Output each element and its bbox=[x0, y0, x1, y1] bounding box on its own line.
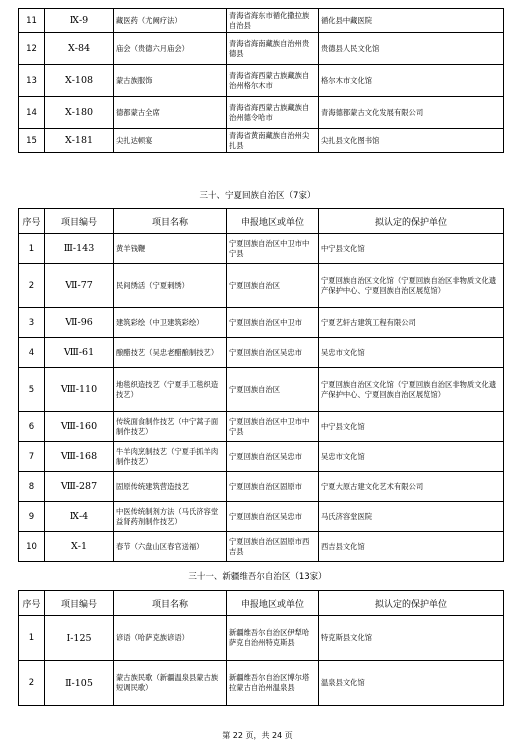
section-title-xinjiang: 三十一、新疆维吾尔自治区（13家） bbox=[188, 572, 327, 582]
cell-unit: 宁夏回族自治区文化馆（宁夏回族自治区非物质文化遗产保护中心、宁夏回族自治区展览馆） bbox=[319, 368, 504, 412]
cell-no: 13 bbox=[19, 65, 45, 97]
cell-no: 1 bbox=[19, 234, 45, 264]
cell-region: 宁夏回族自治区中卫市中宁县 bbox=[227, 412, 319, 442]
cell-name: 春节（六盘山区春官送福） bbox=[114, 532, 227, 562]
cell-code: Ⅲ-143 bbox=[45, 234, 114, 264]
header-code: 项目编号 bbox=[45, 209, 114, 234]
cell-code: Ⅷ-160 bbox=[45, 412, 114, 442]
cell-name: 谚语（哈萨克族谚语） bbox=[114, 616, 227, 661]
cell-code: Ⅸ-4 bbox=[45, 502, 114, 532]
cell-unit: 循化县中藏医院 bbox=[319, 9, 504, 33]
cell-no: 3 bbox=[19, 308, 45, 338]
header-region: 申报地区或单位 bbox=[227, 591, 319, 616]
cell-no: 2 bbox=[19, 661, 45, 706]
cell-unit: 温泉县文化馆 bbox=[319, 661, 504, 706]
cell-name: 传统面食制作技艺（中宁蒿子面制作技艺） bbox=[114, 412, 227, 442]
cell-name: 黄羊钱鞭 bbox=[114, 234, 227, 264]
cell-code: Ⅷ-61 bbox=[45, 338, 114, 368]
header-no: 序号 bbox=[19, 209, 45, 234]
cell-code: Ⅱ-105 bbox=[45, 661, 114, 706]
cell-unit: 吴忠市文化馆 bbox=[319, 338, 504, 368]
cell-region: 宁夏回族自治区吴忠市 bbox=[227, 502, 319, 532]
table-row bbox=[19, 472, 504, 502]
section-title-ningxia: 三十、宁夏回族自治区（7家） bbox=[199, 191, 316, 201]
cell-name: 德都蒙古全席 bbox=[114, 97, 227, 129]
cell-name: 庙会（贵德六月庙会） bbox=[114, 33, 227, 65]
cell-no: 2 bbox=[19, 264, 45, 308]
cell-region: 宁夏回族自治区 bbox=[227, 264, 319, 308]
cell-unit: 中宁县文化馆 bbox=[319, 234, 504, 264]
cell-region: 宁夏回族自治区 bbox=[227, 368, 319, 412]
cell-code: Ⅶ-96 bbox=[45, 308, 114, 338]
cell-unit: 西吉县文化馆 bbox=[319, 532, 504, 562]
table-row bbox=[19, 308, 504, 338]
cell-no: 6 bbox=[19, 412, 45, 442]
cell-unit: 宁夏艺轩古建筑工程有限公司 bbox=[319, 308, 504, 338]
header-name: 项目名称 bbox=[114, 209, 227, 234]
cell-region: 青海省海东市循化撒拉族自治县 bbox=[227, 9, 319, 33]
table-ningxia bbox=[18, 208, 504, 562]
cell-name: 蒙古族民歌（新疆温泉县蒙古族短调民歌） bbox=[114, 661, 227, 706]
cell-code: Ⅰ-125 bbox=[45, 616, 114, 661]
cell-no: 15 bbox=[19, 129, 45, 153]
table-row bbox=[19, 338, 504, 368]
page-footer: 第 22 页，共 24 页 bbox=[222, 731, 293, 740]
cell-unit: 吴忠市文化馆 bbox=[319, 442, 504, 472]
cell-unit: 马氏济容堂医院 bbox=[319, 502, 504, 532]
cell-name: 地毯织造技艺（宁夏手工毯织造技艺） bbox=[114, 368, 227, 412]
cell-name: 尖扎达顿宴 bbox=[114, 129, 227, 153]
cell-name: 藏医药（尤阙疗法） bbox=[114, 9, 227, 33]
table-row bbox=[19, 616, 504, 661]
table-header-row bbox=[19, 209, 504, 234]
cell-region: 宁夏回族自治区固原市西吉县 bbox=[227, 532, 319, 562]
cell-no: 8 bbox=[19, 472, 45, 502]
cell-region: 青海省海西蒙古族藏族自治州德令哈市 bbox=[227, 97, 319, 129]
table-qinghai-continued bbox=[18, 8, 504, 153]
cell-no: 1 bbox=[19, 616, 45, 661]
cell-region: 宁夏回族自治区中卫市中宁县 bbox=[227, 234, 319, 264]
cell-name: 中医传统制剂方法（马氏济容堂益肾药剂制作技艺） bbox=[114, 502, 227, 532]
cell-code: Ⅷ-287 bbox=[45, 472, 114, 502]
cell-region: 宁夏回族自治区固原市 bbox=[227, 472, 319, 502]
header-unit: 拟认定的保护单位 bbox=[319, 591, 504, 616]
cell-no: 10 bbox=[19, 532, 45, 562]
cell-name: 建筑彩绘（中卫建筑彩绘） bbox=[114, 308, 227, 338]
cell-code: Ⅸ-9 bbox=[45, 9, 114, 33]
cell-name: 酿醋技艺（吴忠老醋酿制技艺） bbox=[114, 338, 227, 368]
table-row bbox=[19, 234, 504, 264]
cell-code: Ⅷ-168 bbox=[45, 442, 114, 472]
cell-name: 民间绣活（宁夏刺绣） bbox=[114, 264, 227, 308]
header-region: 申报地区或单位 bbox=[227, 209, 319, 234]
cell-region: 新疆维吾尔自治区博尔塔拉蒙古自治州温泉县 bbox=[227, 661, 319, 706]
cell-no: 7 bbox=[19, 442, 45, 472]
table-row bbox=[19, 532, 504, 562]
cell-unit: 贵德县人民文化馆 bbox=[319, 33, 504, 65]
cell-region: 宁夏回族自治区吴忠市 bbox=[227, 338, 319, 368]
cell-unit: 格尔木市文化馆 bbox=[319, 65, 504, 97]
cell-no: 14 bbox=[19, 97, 45, 129]
cell-name: 蒙古族服饰 bbox=[114, 65, 227, 97]
cell-name: 牛羊肉烹制技艺（宁夏手抓羊肉制作技艺） bbox=[114, 442, 227, 472]
cell-unit: 宁夏回族自治区文化馆（宁夏回族自治区非物质文化遗产保护中心、宁夏回族自治区展览馆） bbox=[319, 264, 504, 308]
cell-no: 4 bbox=[19, 338, 45, 368]
table-row bbox=[19, 502, 504, 532]
cell-region: 新疆维吾尔自治区伊犁哈萨克自治州特克斯县 bbox=[227, 616, 319, 661]
cell-unit: 尖扎县文化图书馆 bbox=[319, 129, 504, 153]
cell-no: 9 bbox=[19, 502, 45, 532]
cell-no: 5 bbox=[19, 368, 45, 412]
table-row bbox=[19, 129, 504, 153]
cell-region: 青海省海西蒙古族藏族自治州格尔木市 bbox=[227, 65, 319, 97]
header-name: 项目名称 bbox=[114, 591, 227, 616]
cell-no: 12 bbox=[19, 33, 45, 65]
cell-region: 青海省海南藏族自治州贵德县 bbox=[227, 33, 319, 65]
cell-code: Ⅹ-1 bbox=[45, 532, 114, 562]
table-row bbox=[19, 97, 504, 129]
table-row bbox=[19, 264, 504, 308]
cell-code: Ⅹ-181 bbox=[45, 129, 114, 153]
cell-region: 青海省黄南藏族自治州尖扎县 bbox=[227, 129, 319, 153]
cell-region: 宁夏回族自治区中卫市 bbox=[227, 308, 319, 338]
cell-unit: 中宁县文化馆 bbox=[319, 412, 504, 442]
table-row bbox=[19, 442, 504, 472]
header-no: 序号 bbox=[19, 591, 45, 616]
table-header-row bbox=[19, 591, 504, 616]
cell-code: Ⅹ-108 bbox=[45, 65, 114, 97]
cell-code: Ⅹ-180 bbox=[45, 97, 114, 129]
cell-code: Ⅶ-77 bbox=[45, 264, 114, 308]
cell-unit: 宁夏大原古建文化艺术有限公司 bbox=[319, 472, 504, 502]
cell-no: 11 bbox=[19, 9, 45, 33]
table-row bbox=[19, 65, 504, 97]
table-row bbox=[19, 9, 504, 33]
cell-name: 固原传统建筑营造技艺 bbox=[114, 472, 227, 502]
cell-unit: 青海德都蒙古文化发展有限公司 bbox=[319, 97, 504, 129]
table-row bbox=[19, 33, 504, 65]
cell-region: 宁夏回族自治区吴忠市 bbox=[227, 442, 319, 472]
table-row bbox=[19, 368, 504, 412]
table-row bbox=[19, 412, 504, 442]
table-row bbox=[19, 661, 504, 706]
cell-code: Ⅷ-110 bbox=[45, 368, 114, 412]
table-xinjiang bbox=[18, 590, 504, 706]
cell-unit: 特克斯县文化馆 bbox=[319, 616, 504, 661]
header-unit: 拟认定的保护单位 bbox=[319, 209, 504, 234]
header-code: 项目编号 bbox=[45, 591, 114, 616]
cell-code: Ⅹ-84 bbox=[45, 33, 114, 65]
